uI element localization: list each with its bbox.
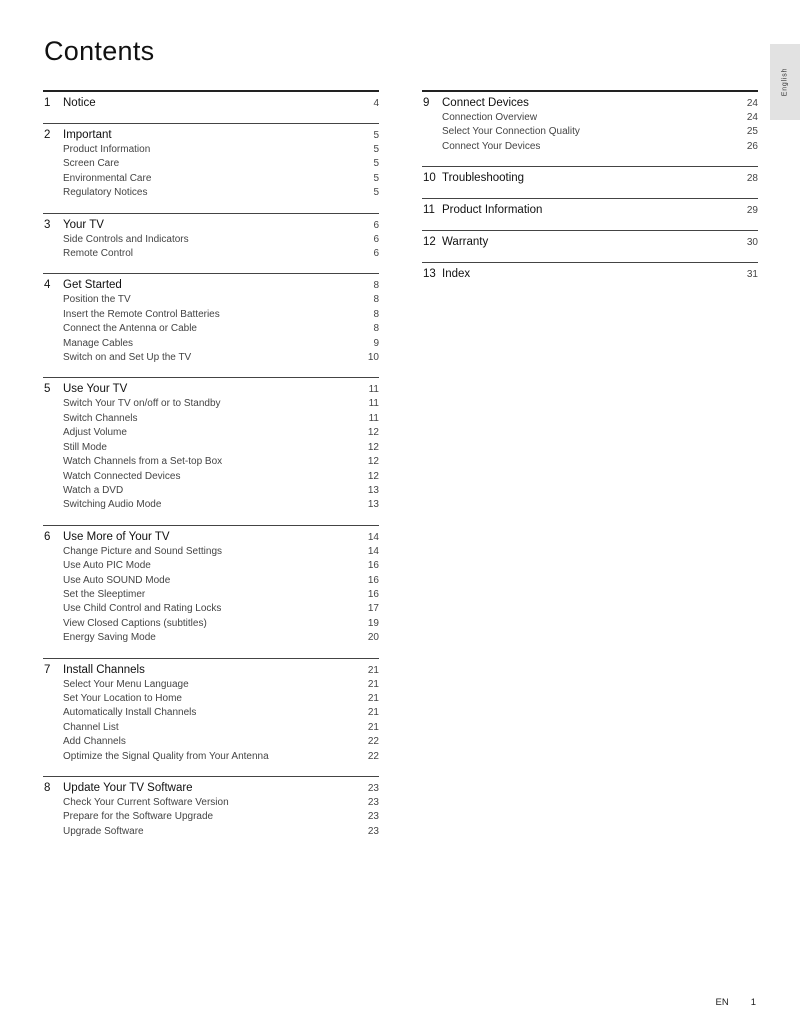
- section-number: 13: [423, 268, 436, 281]
- toc-section: [43, 776, 379, 851]
- section-title-group: [422, 171, 524, 186]
- toc-entry-label: Change Picture and Sound Settings: [63, 545, 222, 557]
- toc-entry-label: Regulatory Notices: [63, 187, 148, 199]
- toc-entry-page: 11: [368, 412, 379, 424]
- toc-section: [43, 525, 379, 658]
- toc-entry-label: Environmental Care: [63, 172, 152, 184]
- toc-entry-label: Watch Channels from a Set-top Box: [63, 456, 223, 468]
- toc-entry-label: Still Mode: [63, 441, 107, 453]
- section-page-number: 8: [373, 280, 379, 292]
- section-title-group: [43, 218, 104, 233]
- section-page-number: 6: [373, 219, 379, 231]
- toc-entry-label: Add Channels: [63, 736, 126, 748]
- section-title: Use Your TV: [63, 383, 128, 396]
- toc-entry-page: 23: [367, 825, 379, 837]
- toc-entry-label: Use Auto SOUND Mode: [63, 574, 171, 586]
- section-title: Update Your TV Software: [63, 782, 193, 794]
- toc-entry[interactable]: [43, 322, 379, 336]
- toc-entry-page: 22: [367, 750, 379, 762]
- toc-entry[interactable]: [43, 750, 379, 764]
- toc-entry-page: 5: [373, 144, 379, 155]
- toc-entry[interactable]: [43, 588, 379, 602]
- toc-entry[interactable]: [43, 397, 379, 411]
- toc-entry-page: 21: [367, 678, 379, 690]
- toc-entry-label: Upgrade Software: [63, 825, 144, 837]
- toc-section-heading[interactable]: [422, 267, 758, 282]
- section-number: 9: [423, 97, 430, 109]
- toc-entry-page: 6: [373, 233, 379, 245]
- toc-entry-page: 23: [367, 811, 379, 823]
- toc-entry[interactable]: [43, 631, 379, 645]
- toc-entry-page: 16: [367, 560, 379, 572]
- section-number: 6: [44, 530, 51, 543]
- toc-section-heading[interactable]: [43, 663, 379, 678]
- toc-entry-label: Use Auto PIC Mode: [63, 560, 151, 572]
- toc-column-left: [43, 90, 379, 851]
- toc-entry[interactable]: [43, 706, 379, 720]
- section-number: 4: [44, 279, 51, 292]
- toc-entry-label: Select Your Connection Quality: [442, 126, 580, 138]
- toc-entry[interactable]: [43, 602, 379, 616]
- toc-entry-page: 16: [367, 588, 379, 600]
- toc-entry-page: 8: [373, 323, 379, 335]
- toc-entry-page: 13: [367, 499, 379, 511]
- toc-entry-label: Watch Connected Devices: [63, 470, 181, 482]
- toc-entry-label: Check Your Current Software Version: [63, 797, 229, 808]
- toc-entry-label: Switch on and Set Up the TV: [63, 352, 192, 364]
- toc-entry[interactable]: [43, 441, 379, 455]
- section-number: 10: [423, 172, 436, 185]
- toc-entry-page: 24: [746, 112, 758, 123]
- toc-entry-page: 6: [373, 248, 379, 260]
- toc-entry-page: 5: [373, 158, 379, 170]
- toc-entry[interactable]: [422, 125, 758, 139]
- section-title-group: [43, 781, 193, 796]
- toc-entry-label: View Closed Captions (subtitles): [63, 617, 207, 629]
- toc-entry-label: Screen Care: [63, 158, 120, 170]
- section-title: Use More of Your TV: [63, 530, 170, 543]
- toc-entry-page: 23: [367, 797, 379, 808]
- toc-entry-page: 21: [367, 692, 379, 704]
- toc-entry-page: 9: [373, 337, 379, 349]
- toc-entry-label: Select Your Menu Language: [63, 678, 189, 690]
- toc-entry-label: Side Controls and Indicators: [63, 233, 189, 245]
- section-title: Notice: [63, 97, 96, 109]
- toc-entry-label: Use Child Control and Rating Locks: [63, 603, 222, 615]
- section-number: 12: [423, 236, 436, 249]
- language-tab-label: English: [781, 67, 789, 97]
- section-number: 8: [44, 782, 51, 794]
- toc-entry[interactable]: [43, 143, 379, 157]
- section-title: Troubleshooting: [442, 172, 525, 185]
- toc-entry[interactable]: [43, 484, 379, 498]
- toc-entry-label: Channel List: [63, 721, 119, 733]
- toc-entry-page: 12: [367, 441, 379, 453]
- section-title-group: [422, 267, 470, 282]
- toc-entry[interactable]: [43, 810, 379, 824]
- toc-entry[interactable]: [43, 721, 379, 735]
- toc-entry-page: 12: [367, 427, 379, 439]
- toc-entry-page: 17: [367, 603, 379, 615]
- toc-entry[interactable]: [43, 351, 379, 365]
- toc-entry[interactable]: [43, 293, 379, 307]
- toc-section: [43, 123, 379, 213]
- section-page-number: 11: [368, 384, 379, 396]
- toc-entry-page: 8: [373, 294, 379, 306]
- language-tab: [770, 44, 800, 120]
- toc-entry-label: Position the TV: [63, 294, 131, 306]
- footer-language: EN: [715, 997, 729, 1008]
- section-page-number: 24: [746, 98, 758, 109]
- section-title: Your TV: [63, 218, 104, 231]
- section-title-group: [43, 530, 170, 545]
- toc-entry-page: 19: [367, 617, 379, 629]
- toc-entry-page: 26: [746, 140, 758, 152]
- section-page-number: 28: [746, 173, 758, 185]
- toc-section-heading[interactable]: [43, 128, 379, 143]
- toc-entry-label: Energy Saving Mode: [63, 632, 156, 644]
- section-page-number: 21: [367, 664, 379, 676]
- toc-entry-label: Insert the Remote Control Batteries: [63, 308, 220, 320]
- toc-entry[interactable]: [43, 247, 379, 261]
- section-title-group: [422, 96, 529, 111]
- section-title: Install Channels: [63, 663, 145, 676]
- toc-entry-label: Connect Your Devices: [442, 140, 541, 152]
- toc-entry[interactable]: [422, 111, 758, 125]
- toc-entry-page: 14: [367, 545, 379, 557]
- toc-entry[interactable]: [43, 796, 379, 810]
- section-number: 5: [44, 383, 51, 396]
- toc-entry[interactable]: [43, 545, 379, 559]
- toc-entry-label: Set Your Location to Home: [63, 692, 182, 704]
- toc-section-heading[interactable]: [43, 278, 379, 293]
- toc-entry-page: 5: [373, 187, 379, 199]
- toc-entry-label: Watch a DVD: [63, 484, 124, 496]
- section-number: 11: [423, 204, 435, 217]
- toc-section-heading[interactable]: [422, 96, 758, 111]
- toc-entry[interactable]: [43, 825, 379, 839]
- toc-entry-label: Remote Control: [63, 248, 134, 260]
- toc-entry-page: 11: [368, 398, 379, 410]
- section-title: Index: [442, 268, 471, 281]
- toc-entry-label: Prepare for the Software Upgrade: [63, 811, 214, 823]
- section-number: 3: [44, 218, 51, 231]
- toc-entry[interactable]: [43, 617, 379, 631]
- toc-entry[interactable]: [43, 157, 379, 171]
- toc-entry[interactable]: [43, 337, 379, 351]
- section-title-group: [43, 278, 122, 293]
- toc-section-heading[interactable]: [422, 235, 758, 250]
- toc-section: [43, 658, 379, 776]
- section-number: 7: [44, 663, 51, 676]
- toc-entry-page: 22: [367, 736, 379, 748]
- toc-column-right: [422, 90, 758, 294]
- toc-entry-label: Switching Audio Mode: [63, 499, 162, 511]
- toc-entry[interactable]: [43, 186, 379, 200]
- toc-entry-label: Switch Your TV on/off or to Standby: [63, 398, 221, 410]
- toc-entry[interactable]: [43, 308, 379, 322]
- section-page-number: 30: [746, 237, 758, 249]
- section-title-group: [43, 96, 96, 111]
- toc-entry[interactable]: [43, 735, 379, 749]
- toc-section-heading[interactable]: [43, 218, 379, 233]
- toc-entry-page: 20: [367, 632, 379, 644]
- toc-entry-label: Optimize the Signal Quality from Your Antenna: [63, 750, 269, 762]
- section-page-number: 29: [746, 205, 758, 217]
- toc-entry[interactable]: [43, 692, 379, 706]
- toc-entry-page: 16: [367, 574, 379, 586]
- section-title-group: [43, 663, 145, 678]
- page-title: Contents: [44, 36, 155, 66]
- toc-entry[interactable]: [43, 412, 379, 426]
- toc-entry-label: Set the Sleeptimer: [63, 588, 146, 600]
- section-title-group: [422, 235, 488, 250]
- toc-section: [43, 90, 379, 123]
- toc-section: [422, 166, 758, 198]
- toc-entry-label: Adjust Volume: [63, 427, 127, 439]
- toc-entry[interactable]: [43, 678, 379, 692]
- toc-entry-page: 5: [373, 172, 379, 184]
- toc-section: [43, 273, 379, 377]
- toc-section-heading[interactable]: [422, 171, 758, 186]
- section-title: Product Information: [442, 204, 543, 217]
- section-title-group: [43, 382, 127, 397]
- toc-section: [43, 213, 379, 274]
- toc-section: [422, 262, 758, 294]
- toc-entry[interactable]: [43, 233, 379, 247]
- toc-entry[interactable]: [422, 140, 758, 154]
- page-number: 1: [750, 997, 756, 1008]
- toc-entry-page: 12: [367, 470, 379, 482]
- toc-entry-label: Manage Cables: [63, 337, 134, 349]
- toc-entry-label: Product Information: [63, 144, 151, 155]
- toc-section: [422, 198, 758, 230]
- section-page-number: 14: [367, 531, 379, 543]
- toc-entry[interactable]: [43, 470, 379, 484]
- toc-entry-page: 8: [373, 308, 379, 320]
- toc-section: [422, 90, 758, 166]
- toc-entry[interactable]: [43, 172, 379, 186]
- section-title: Important: [63, 129, 112, 141]
- toc-entry-page: 12: [367, 456, 379, 468]
- toc-entry-label: Switch Channels: [63, 412, 138, 424]
- section-title-group: [43, 128, 112, 143]
- section-page-number: 5: [373, 130, 379, 141]
- toc-entry[interactable]: [43, 574, 379, 588]
- toc-section-heading[interactable]: [422, 203, 758, 218]
- toc-section-heading[interactable]: [43, 781, 379, 796]
- section-number: 2: [44, 129, 51, 141]
- toc-entry-page: 21: [367, 707, 379, 719]
- section-page-number: 31: [746, 269, 758, 281]
- toc-entry-page: 13: [367, 484, 379, 496]
- section-number: 1: [44, 97, 51, 109]
- toc-entry-page: 25: [746, 126, 758, 138]
- toc-entry-label: Automatically Install Channels: [63, 707, 197, 719]
- toc-section: [422, 230, 758, 262]
- toc-entry-page: 10: [367, 352, 379, 364]
- toc-entry[interactable]: [43, 498, 379, 512]
- toc-section-heading[interactable]: [43, 382, 379, 397]
- toc-section: [43, 377, 379, 524]
- section-title: Get Started: [63, 279, 122, 292]
- section-page-number: 4: [373, 98, 379, 109]
- toc-entry-page: 21: [367, 721, 379, 733]
- section-page-number: 23: [367, 783, 379, 794]
- toc-entry[interactable]: [43, 455, 379, 469]
- toc-entry[interactable]: [43, 426, 379, 440]
- toc-entry-label: Connection Overview: [442, 112, 538, 123]
- toc-section-heading[interactable]: [43, 530, 379, 545]
- section-title-group: [422, 203, 542, 218]
- section-title: Warranty: [442, 236, 489, 249]
- section-title: Connect Devices: [442, 97, 529, 109]
- toc-section-heading[interactable]: [43, 96, 379, 111]
- page-footer: [716, 997, 757, 1008]
- toc-entry-label: Connect the Antenna or Cable: [63, 323, 197, 335]
- toc-entry[interactable]: [43, 559, 379, 573]
